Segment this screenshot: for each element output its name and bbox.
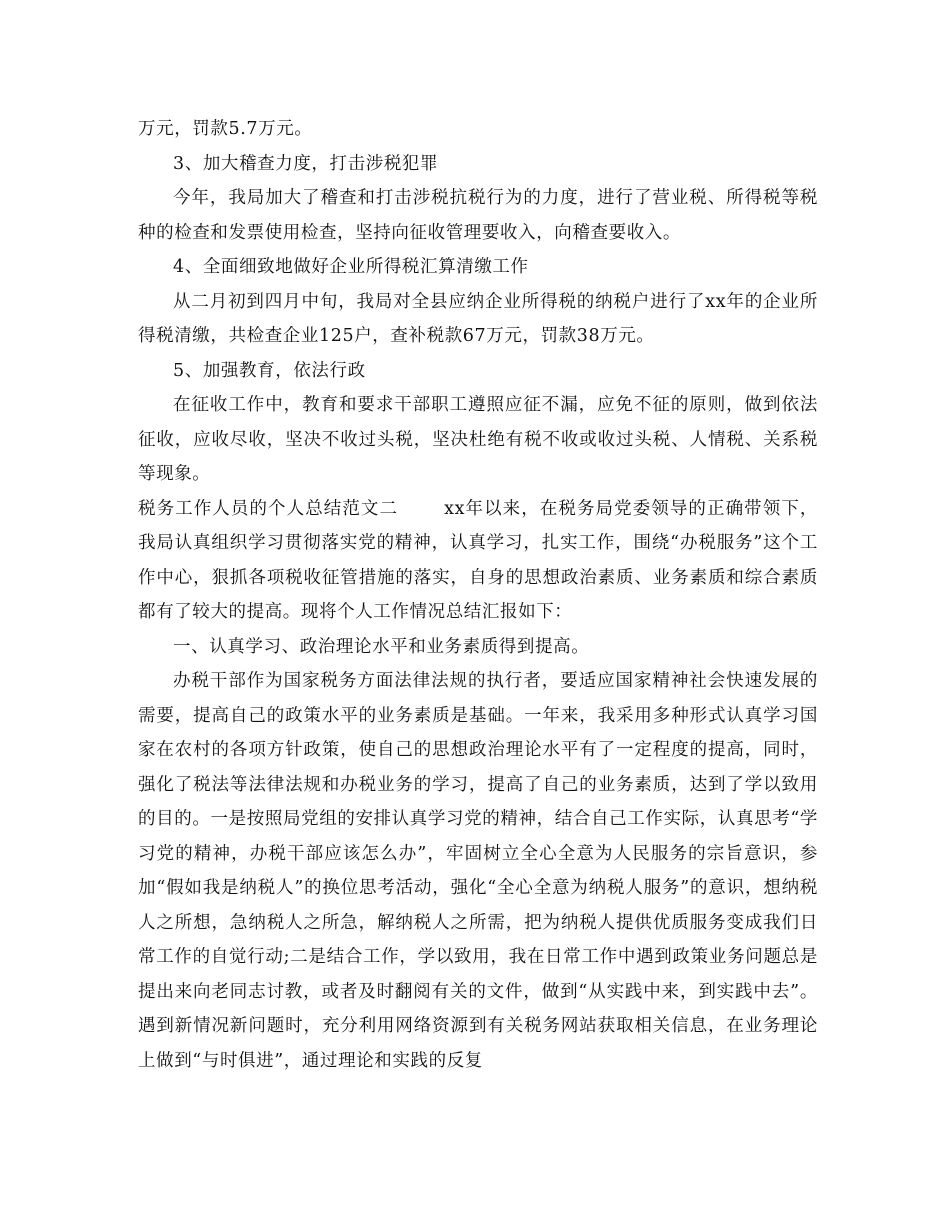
heading-education-law: 5、加强教育，依法行政 bbox=[173, 360, 366, 381]
document-body bbox=[138, 112, 818, 1078]
paragraph-income-tax-settlement: 从二月初到四月中旬，我局对全县应纳企业所得税的纳税户进行了xx年的企业所得税清缴，共检查企业125户，查补税款67万元，罚款38万元。 bbox=[138, 291, 818, 346]
section-two-intro: xx年以来，在税务局党委领导的正确带领下，我局认真组织学习贯彻落实党的精神，认真学习，扎实工作，围绕“办税服务”这个工作中心，狠抓各项税收征管措施的落实，自身的思想政治素质、业务素质和综合素质都有了较大的提高。现将个人工作情况总结汇报如下： bbox=[138, 498, 818, 622]
paragraph-study-details: 办税干部作为国家税务方面法律法规的执行者，要适应国家精神社会快速发展的需要，提高自己的政策水平的业务素质是基础。一年来，我采用多种形式认真学习国家在农村的各项方针政策，使自己的思想政治理论水平有了一定程度的提高，同时，强化了税法等法律法规和办税业务的学习，提高了自己的业务素质，达到了学以致用的目的。一是按照局党组的安排认真学习党的精神，结合自己工作实际，认真思考“学习党的精神，办税干部应该怎么办”，牢固树立全心全意为人民服务的宗旨意识，参加“假如我是纳税人”的换位思考活动，强化“全心全意为纳税人服务”的意识，想纳税人之所想，急纳税人之所急，解纳税人之所需，把为纳税人提供优质服务变成我们日常工作的自觉行动;二是结合工作，学以致用，我在日常工作中遇到政策业务问题总是提出来向老同志讨教，或者及时翻阅有关的文件，做到“从实践中来，到实践中去”。遇到新情况新问题时，充分利用网络资源到有关税务网站获取相关信息，在业务理论上做到“与时俱进”，通过理论和实践的反复 bbox=[138, 671, 818, 1071]
paragraph-fine-amount: 万元，罚款5.7万元。 bbox=[138, 119, 313, 139]
paragraph-inspection: 今年，我局加大了稽查和打击涉税抗税行为的力度，进行了营业税、所得税等税种的检查和发票使用检查，坚持向征收管理要收入，向稽查要收入。 bbox=[138, 188, 818, 243]
section-two-paragraph bbox=[138, 492, 818, 630]
paragraph-education-law: 在征收工作中，教育和要求干部职工遵照应征不漏，应免不征的原则，做到依法征收，应收尽收，坚决不收过头税，坚决杜绝有税不收或收过头税、人情税、关系税等现象。 bbox=[138, 395, 818, 484]
heading-study-improvement: 一、认真学习、政治理论水平和业务素质得到提高。 bbox=[173, 636, 590, 657]
heading-income-tax-settlement: 4、全面细致地做好企业所得税汇算清缴工作 bbox=[173, 257, 529, 277]
heading-strengthen-inspection: 3、加大稽查力度，打击涉税犯罪 bbox=[173, 153, 439, 174]
section-two-heading: 税务工作人员的个人总结范文二 bbox=[138, 498, 399, 519]
